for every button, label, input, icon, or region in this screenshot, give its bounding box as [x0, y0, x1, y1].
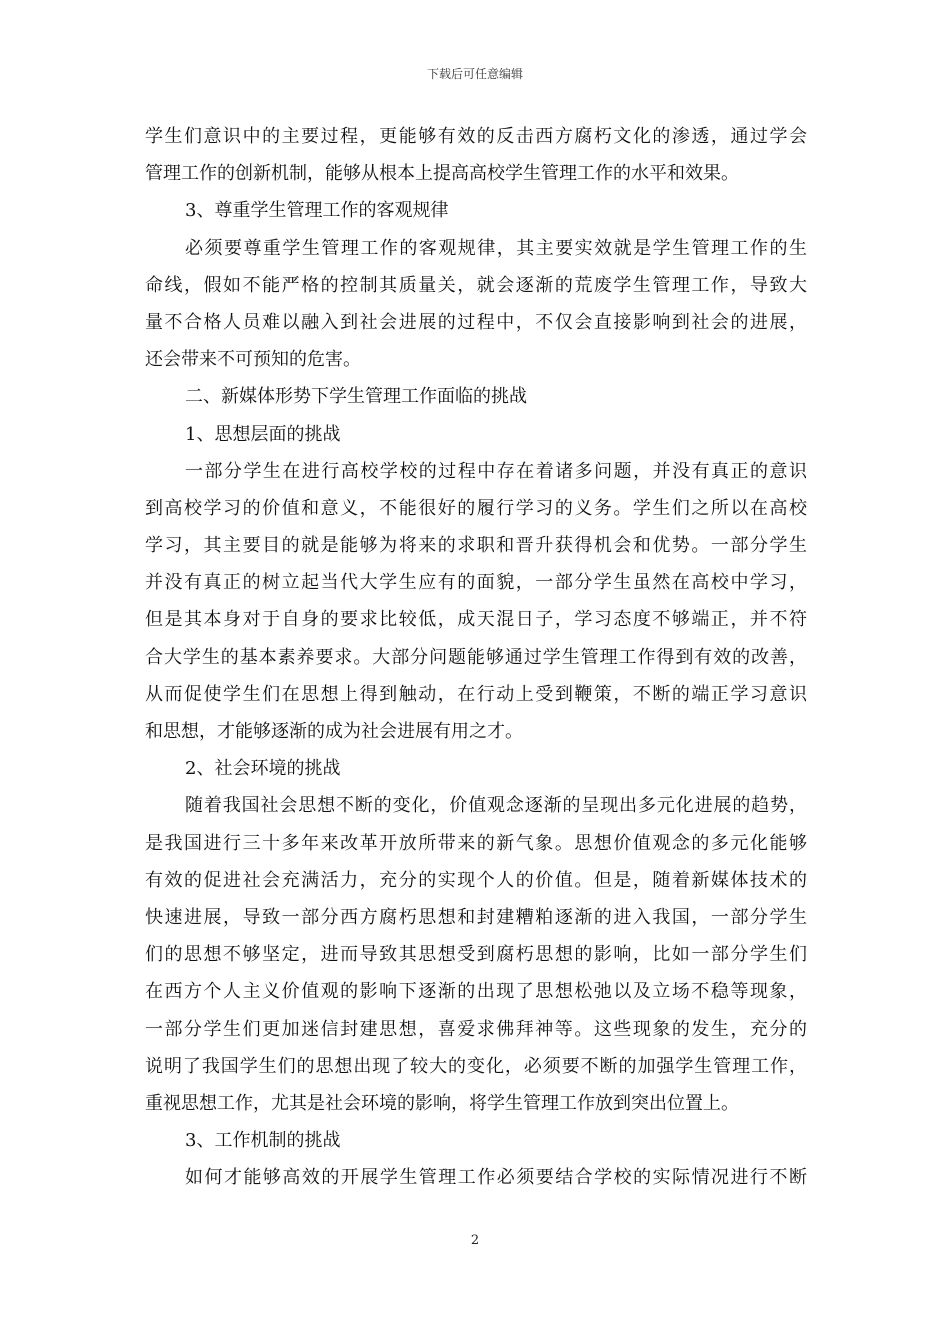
page-number: 2 [470, 1233, 480, 1248]
text-line: 到高校学习的价值和意义，不能很好的履行学习的义务。学生们之所以在高校 [145, 497, 807, 519]
heading-text: 1、思想层面的挑战 [185, 423, 341, 445]
paragraph-mechanism [145, 1159, 807, 1196]
text-line: 学习，其主要目的就是能够为将来的求职和晋升获得机会和优势。一部分学生 [145, 535, 807, 557]
text-line: 随着我国社会思想不断的变化，价值观念逐渐的呈现出多元化进展的趋势， [185, 795, 807, 817]
text-line: 一部分学生在进行高校学校的过程中存在着诸多问题，并没有真正的意识 [185, 460, 807, 482]
text-line: 学生们意识中的主要过程，更能够有效的反击西方腐朽文化的渗透，通过学会 [145, 126, 807, 147]
paragraph-thought [145, 453, 807, 751]
text-line: 一部分学生们更加迷信封建思想，喜爱求佛拜神等。这些现象的发生，充分的 [145, 1018, 807, 1040]
subsection-heading-thought [145, 416, 807, 453]
heading-text: 3、工作机制的挑战 [185, 1130, 341, 1152]
text-line: 量不合格人员难以融入到社会进展的过程中，不仅会直接影响到社会的进展， [145, 311, 807, 333]
paragraph-social [145, 787, 807, 1122]
text-line: 快速进展，导致一部分西方腐朽思想和封建糟粕逐渐的进入我国，一部分学生 [145, 906, 807, 928]
text-line: 说明了我国学生们的思想出现了较大的变化，必须要不断的加强学生管理工作， [145, 1055, 807, 1077]
heading-text: 2、社会环境的挑战 [185, 758, 341, 780]
heading-text: 二、新媒体形势下学生管理工作面临的挑战 [185, 386, 527, 408]
text-line: 命线，假如不能严格的控制其质量关，就会逐渐的荒废学生管理工作，导致大 [145, 274, 807, 296]
text-line: 和思想，才能够逐渐的成为社会进展有用之才。 [145, 721, 523, 742]
text-line: 从而促使学生们在思想上得到触动，在行动上受到鞭策，不断的端正学习意识 [145, 683, 807, 705]
text-line: 重视思想工作，尤其是社会环境的影响，将学生管理工作放到突出位置上。 [145, 1092, 739, 1114]
document-body [145, 118, 807, 1196]
text-line: 在西方个人主义价值观的影响下逐渐的出现了思想松弛以及立场不稳等现象， [145, 981, 807, 1003]
text-line: 有效的促进社会充满活力，充分的实现个人的价值。但是，随着新媒体技术的 [145, 869, 807, 891]
page-header: 下载后可任意编辑 [426, 67, 523, 81]
text-line: 们的思想不够坚定，进而导致其思想受到腐朽思想的影响，比如一部分学生们 [145, 944, 807, 966]
text-line: 合大学生的基本素养要求。大部分问题能够通过学生管理工作得到有效的改善， [145, 646, 807, 668]
section-heading-respect-rules [145, 192, 807, 229]
heading-text: 3、尊重学生管理工作的客观规律 [185, 200, 449, 222]
text-line: 但是其本身对于自身的要求比较低，成天混日子，学习态度不够端正，并不符 [145, 609, 807, 631]
text-line: 是我国进行三十多年来改革开放所带来的新气象。思想价值观念的多元化能够 [145, 832, 807, 854]
text-line: 必须要尊重学生管理工作的客观规律，其主要实效就是学生管理工作的生 [185, 237, 807, 259]
subsection-heading-social [145, 750, 807, 787]
text-line: 如何才能够高效的开展学生管理工作必须要结合学校的实际情况进行不断 [185, 1167, 807, 1189]
text-line: 还会带来不可预知的危害。 [145, 349, 361, 371]
paragraph-respect-rules [145, 230, 807, 379]
text-line: 并没有真正的树立起当代大学生应有的面貌，一部分学生虽然在高校中学习， [145, 572, 807, 594]
subsection-heading-mechanism [145, 1122, 807, 1159]
section-heading-challenges [145, 378, 807, 415]
paragraph-continued [145, 118, 807, 192]
text-line: 管理工作的创新机制，能够从根本上提高高校学生管理工作的水平和效果。 [145, 163, 739, 185]
